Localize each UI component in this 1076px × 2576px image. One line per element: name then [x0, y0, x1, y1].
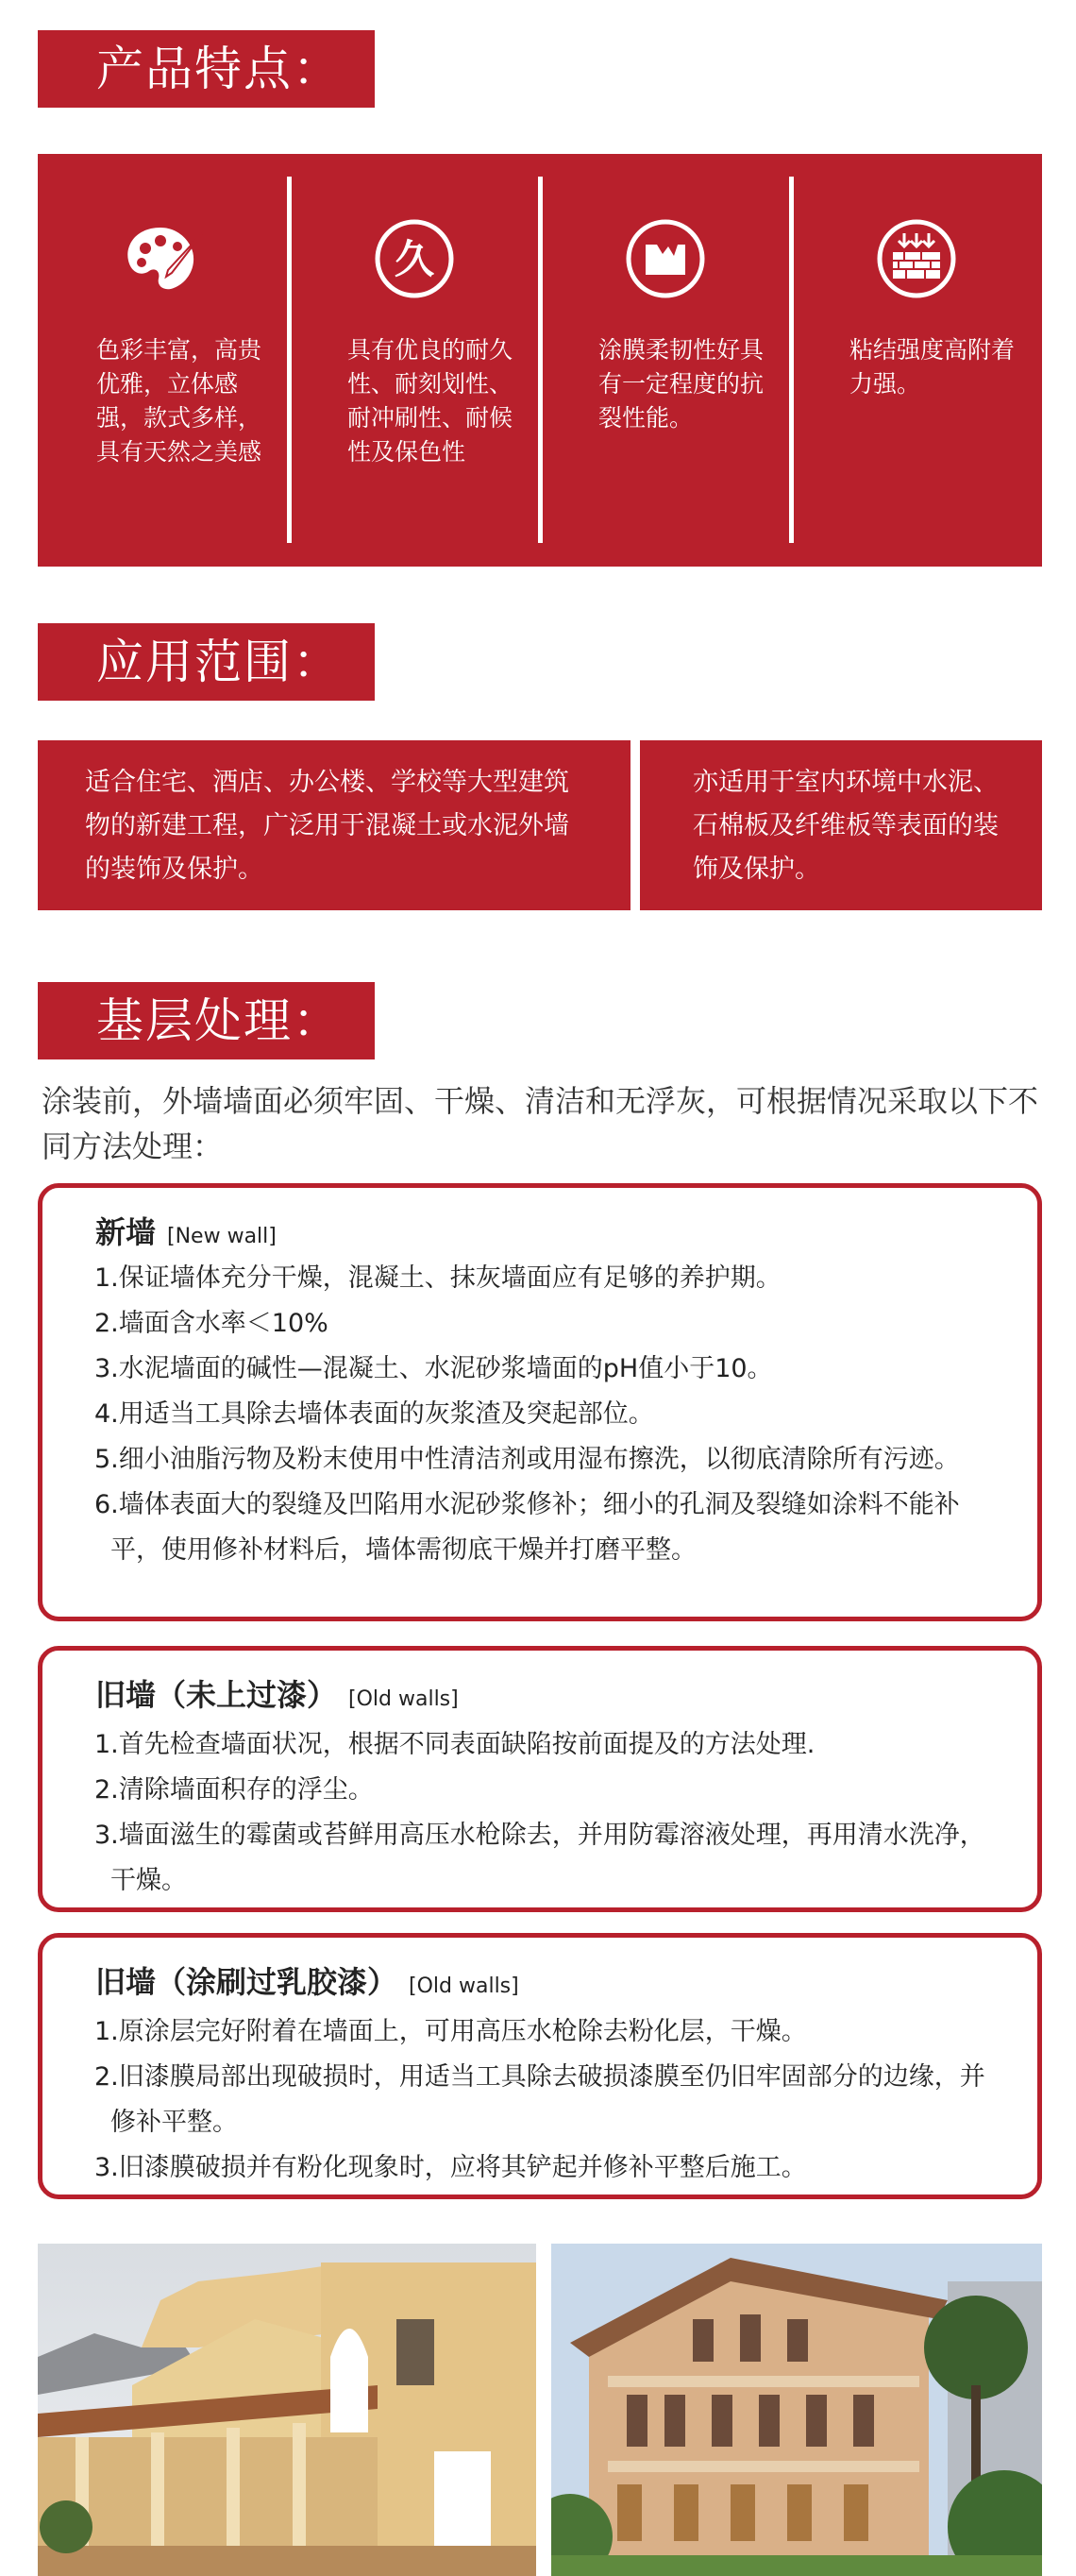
- list-item: 5.细小油脂污物及粉末使用中性清洁剂或用湿布擦洗，以彻底清除所有污迹。: [94, 1445, 960, 1474]
- feature-item-color: [38, 154, 289, 567]
- list-item: 3.旧漆膜破损并有粉化现象时，应将其铲起并修补平整后施工。: [94, 2153, 807, 2182]
- list-item: 2.旧漆膜局部出现破损时，用适当工具除去破损漆膜至仍旧牢固部分的边缘，并修补平整。: [94, 2062, 985, 2137]
- features-title: 产品特点：: [38, 30, 375, 108]
- card-heading: [95, 1209, 277, 1252]
- brick-wall-icon: [876, 218, 957, 299]
- list-item: 4.用适当工具除去墙体表面的灰浆渣及突起部位。: [94, 1399, 654, 1429]
- list-item: 3.水泥墙面的碱性—混凝土、水泥砂浆墙面的pH值小于10。: [94, 1354, 773, 1383]
- list-item: 3.墙面滋生的霉菌或苔鲜用高压水枪除去，并用防霉溶液处理，再用清水洗净，干燥。: [94, 1821, 985, 1895]
- feature-text: 粘结强度高附着力强。: [849, 336, 1016, 398]
- feature-item-durability: [289, 154, 540, 567]
- list-item: 1.保证墙体充分干燥，混凝土、抹灰墙面应有足够的养护期。: [94, 1263, 782, 1293]
- features-panel: [38, 154, 1042, 567]
- card-heading-text: 旧墙（未上过漆）: [95, 1677, 338, 1713]
- substrate-intro: 涂装前，外墙墙面必须牢固、干燥、清洁和无浮灰，可根据情况采取以下不同方法处理：: [42, 1083, 1039, 1164]
- villa-photo-right: [551, 2244, 1042, 2576]
- application-box-interior: 亦适用于室内环境中水泥、石棉板及纤维板等表面的装饰及保护。: [640, 740, 1042, 910]
- list-item: 1.原涂层完好附着在墙面上，可用高压水枪除去粉化层，干燥。: [94, 2017, 807, 2046]
- card-list: [94, 2009, 1000, 2191]
- card-heading-tag: [New wall]: [167, 1225, 277, 1248]
- card-heading: [95, 1671, 459, 1715]
- palette-icon: [123, 218, 204, 299]
- jiu-glyph: 久: [394, 236, 435, 282]
- substrate-title: 基层处理：: [38, 982, 375, 1059]
- application-title: 应用范围：: [38, 623, 375, 701]
- list-item: 6.墙体表面大的裂缝及凹陷用水泥砂浆修补；细小的孔洞及裂缝如涂料不能补平，使用修补材料后，墙体需彻底干燥并打磨平整。: [94, 1490, 960, 1565]
- feature-text: 涂膜柔韧性好具有一定程度的抗裂性能。: [598, 336, 765, 432]
- feature-item-crack: [540, 154, 791, 567]
- card-list: [94, 1256, 1000, 1573]
- card-list: [94, 1722, 1000, 1904]
- jiu-character-icon: [374, 218, 455, 299]
- feature-item-adhesion: [791, 154, 1042, 567]
- card-new-wall: [38, 1183, 1042, 1621]
- feature-text: 色彩丰富，高贵优雅，立体感强，款式多样，具有天然之美感: [96, 336, 262, 466]
- card-heading: [95, 1958, 519, 2002]
- list-item: 2.墙面含水率＜10%: [94, 1309, 328, 1338]
- list-item: 2.清除墙面积存的浮尘。: [94, 1775, 374, 1805]
- card-heading-tag: [Old walls]: [348, 1687, 459, 1711]
- card-old-wall-unpainted: [38, 1646, 1042, 1912]
- card-heading-tag: [Old walls]: [409, 1974, 519, 1998]
- application-box-main: 适合住宅、酒店、办公楼、学校等大型建筑物的新建工程，广泛用于混凝土或水泥外墙的装饰及保护。: [38, 740, 630, 910]
- list-item: 1.首先检查墙面状况，根据不同表面缺陷按前面提及的方法处理.: [94, 1730, 815, 1759]
- crack-icon: [625, 218, 706, 299]
- card-old-wall-painted: [38, 1933, 1042, 2199]
- villa-photo-left: [38, 2244, 536, 2576]
- card-heading-text: 新墙: [95, 1214, 157, 1250]
- card-heading-text: 旧墙（涂刷过乳胶漆）: [95, 1964, 398, 2000]
- feature-text: 具有优良的耐久性、耐刻划性、耐冲刷性、耐候性及保色性: [347, 336, 513, 466]
